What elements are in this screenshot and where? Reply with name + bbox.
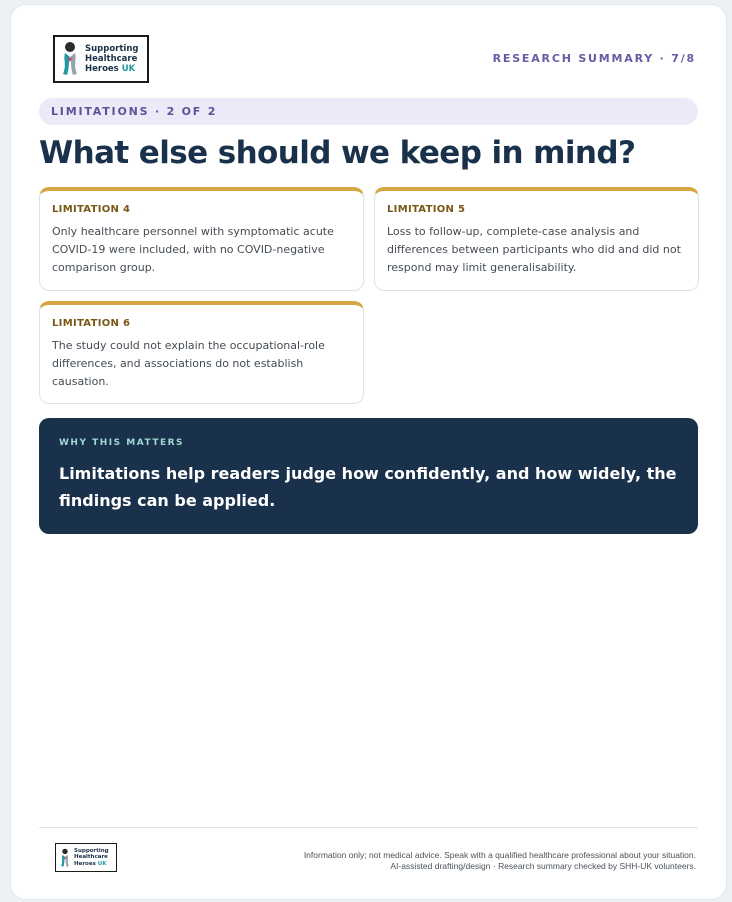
page-title: What else should we keep in mind? (39, 135, 636, 171)
section-indicator: RESEARCH SUMMARY · 7/8 (492, 52, 696, 65)
limitation-card-4 (39, 187, 364, 291)
limitation-card-text: Only healthcare personnel with symptomatic acute COVID-19 were included, with no COVID-negative comparison group. (52, 225, 334, 274)
limitation-card-text: Loss to follow-up, complete-case analysis and differences between participants who did and did not respond may limit generalisability. (387, 225, 681, 274)
why-this-matters-callout (39, 418, 698, 534)
limitation-card-text: The study could not explain the occupational-role differences, and associations do not establish causation. (52, 339, 325, 388)
page (10, 4, 727, 900)
awareness-ribbon-icon (59, 40, 81, 78)
footer-divider (39, 827, 698, 828)
footer-disclaimer-line: Information only; not medical advice. Speak with a qualified healthcare professional about your situation. (303, 850, 696, 860)
footer-brand-name: Supporting Healthcare Heroes UK (74, 847, 109, 867)
section-pill: LIMITATIONS · 2 OF 2 (39, 98, 698, 125)
limitation-card-6 (39, 301, 364, 404)
footer-disclaimer (304, 850, 696, 872)
footer-credit-line: AI-assisted drafting/design · Research summary checked by SHH-UK volunteers. (390, 861, 696, 871)
callout-label: WHY THIS MATTERS (59, 438, 185, 448)
footer-brand-logo (55, 843, 117, 872)
brand-name: Supporting Healthcare Heroes UK (85, 44, 139, 74)
callout-text: Limitations help readers judge how confidently, and how widely, the findings can be applied. (59, 464, 677, 510)
limitation-card-5 (374, 187, 699, 291)
brand-logo (53, 35, 149, 83)
limitation-card-label: LIMITATION 5 (387, 204, 466, 215)
limitation-card-label: LIMITATION 4 (52, 204, 131, 215)
limitation-card-label: LIMITATION 6 (52, 318, 131, 329)
awareness-ribbon-icon (59, 847, 71, 869)
